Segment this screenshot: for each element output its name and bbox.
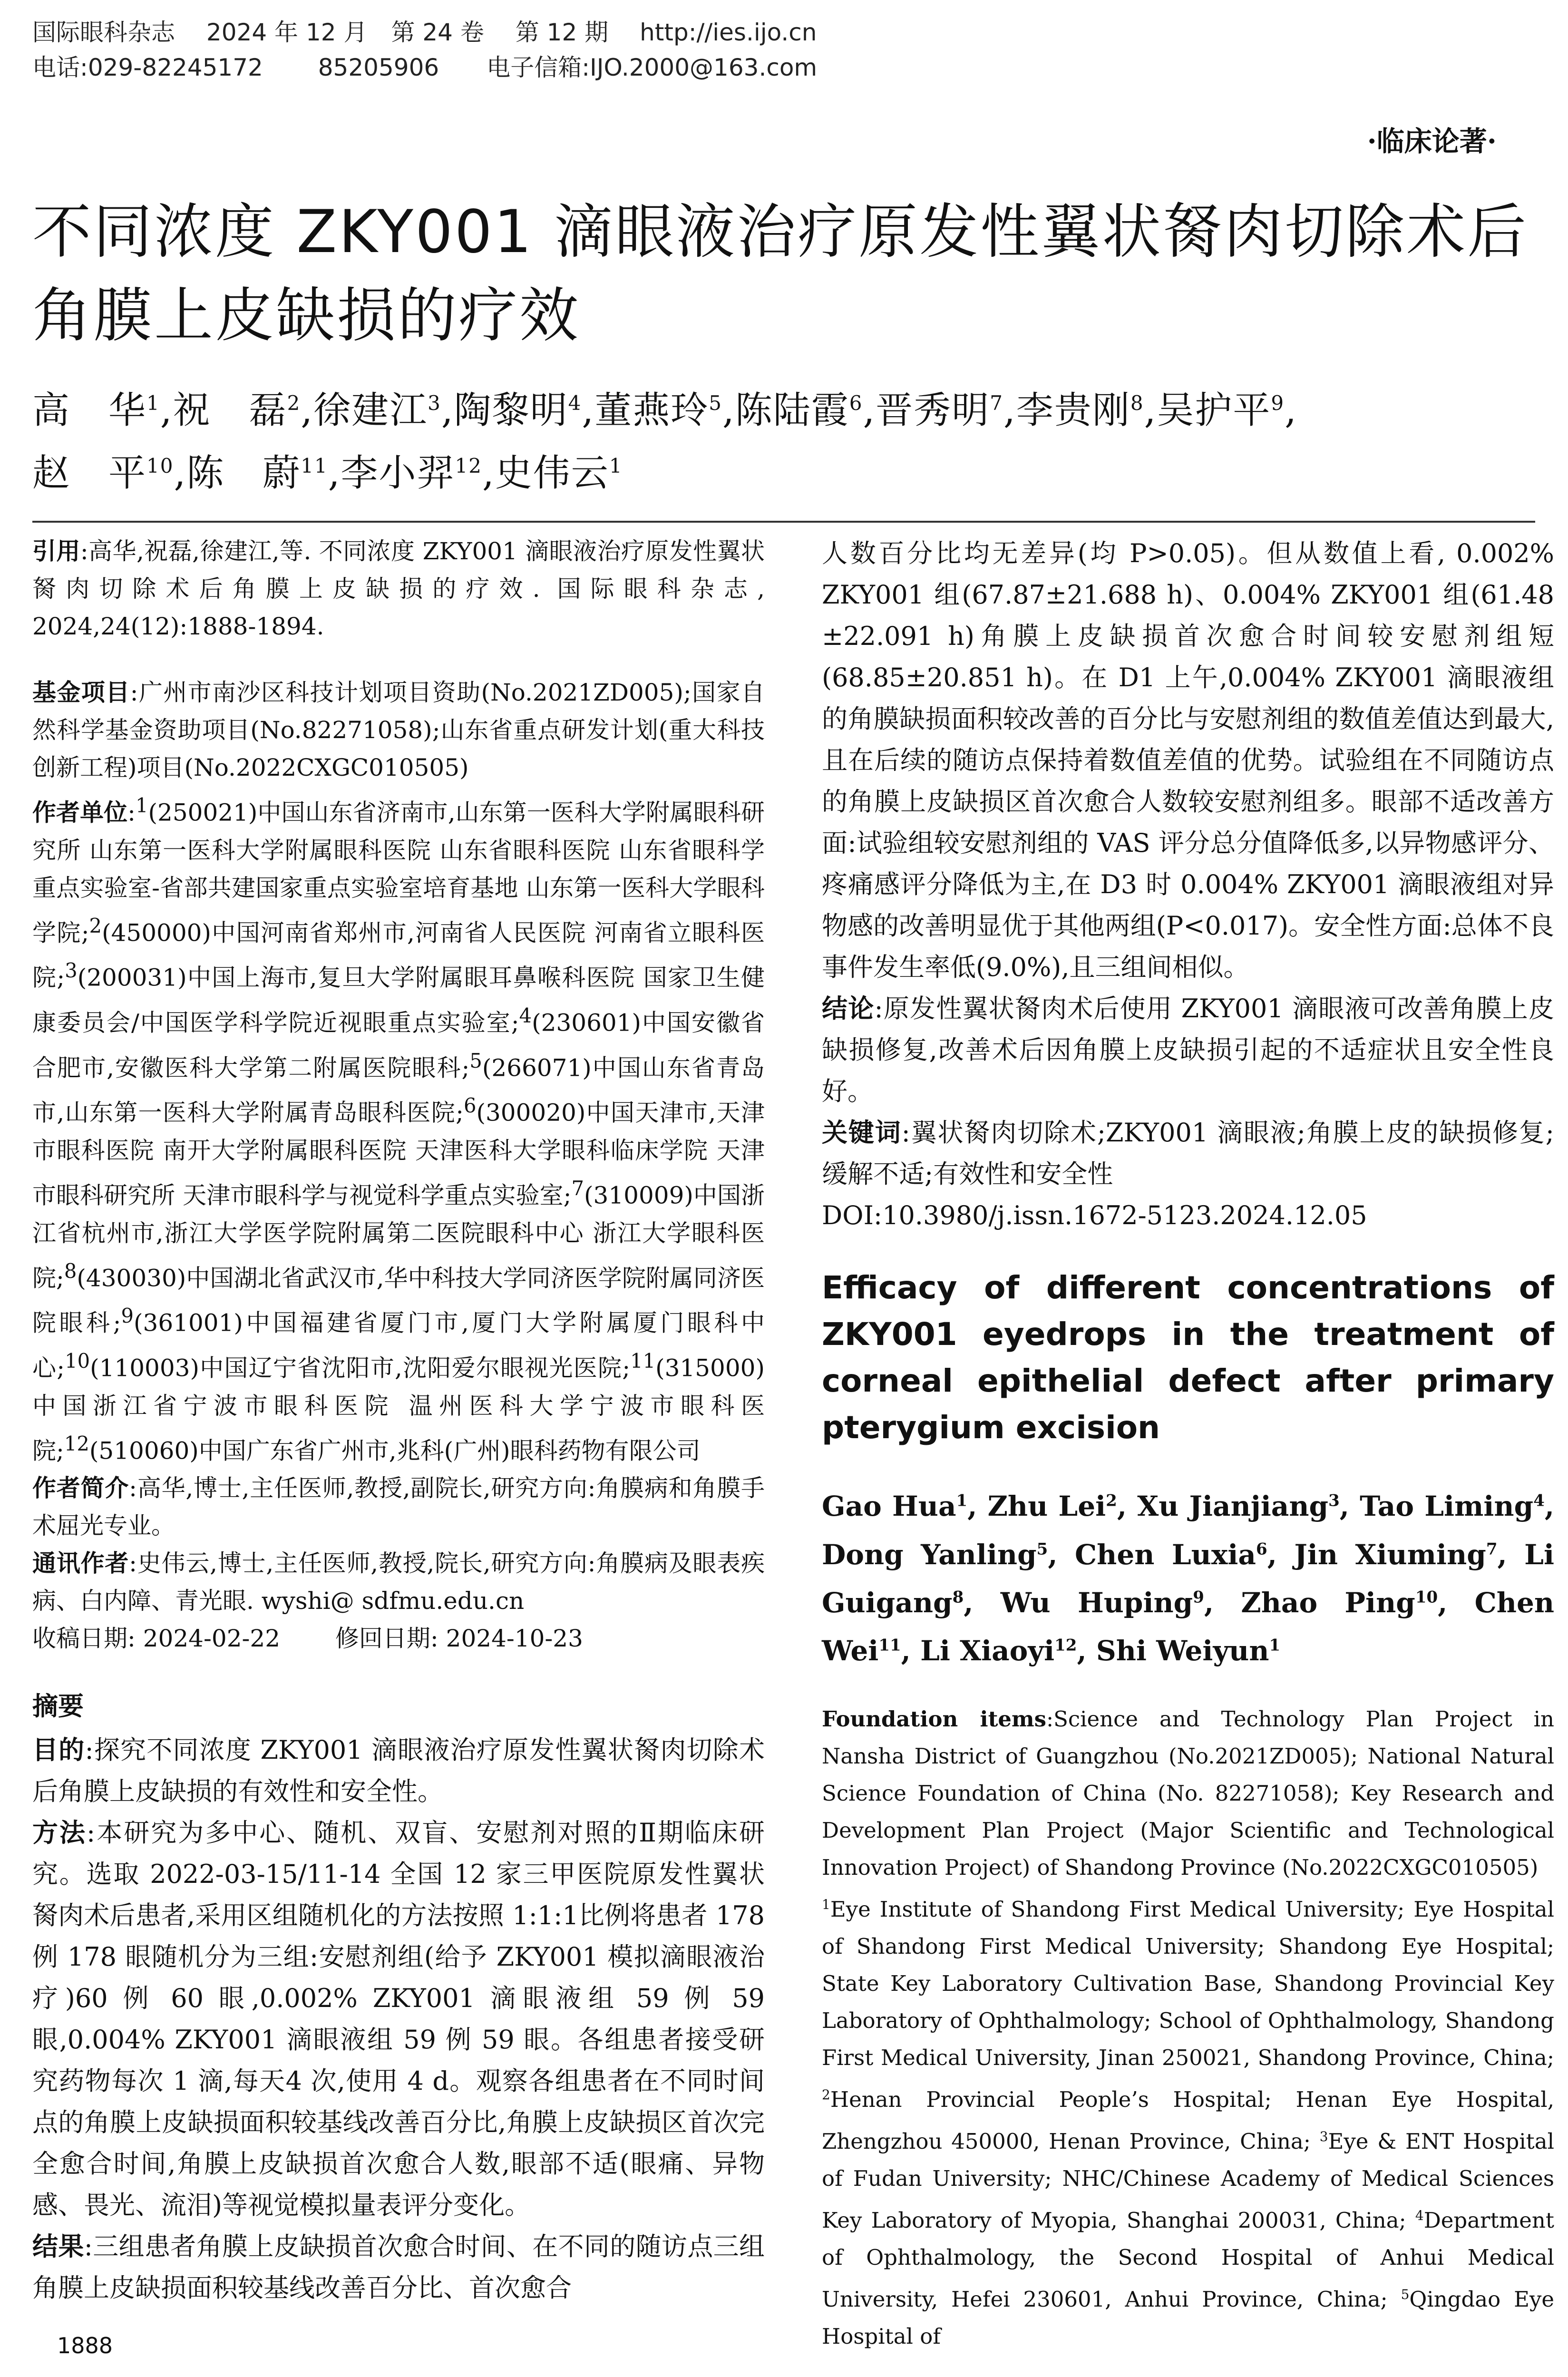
author: 陶黎明$^4$, (454, 389, 595, 432)
abstract-results: 结果:三组患者角膜上皮缺损首次愈合时间、在不同的随访点三组角膜上皮缺损面积较基线改善百分比、首次愈合 (32, 2231, 765, 2303)
running-header-contact: 电话:029-82245172 85205906 电子信箱:IJO.2000@163.com (32, 54, 818, 81)
author: Gao Hua$^1$, (822, 1490, 988, 1523)
author: Wu Huping$^9$, (1000, 1586, 1241, 1619)
received-dates: 收稿日期: 2024-02-22 修回日期: 2024-10-23 (32, 1625, 583, 1653)
author: 李贵刚$^8$, (1016, 389, 1157, 432)
affiliations-label: 作者单位 (32, 799, 128, 827)
author: Chen Wei$^{11}$, (822, 1586, 1555, 1667)
corresponding-label: 通讯作者 (32, 1549, 129, 1578)
fund-label: 基金项目 (32, 679, 130, 706)
keywords: 关键词:翼状胬肉切除术;ZKY001 滴眼液;角膜上皮的缺损修复;缓解不适;有效性和安全性 (822, 1118, 1554, 1189)
issue-info: 2024 年 12 月 第 24 卷 第 12 期 http://ies.ijo.cn (206, 19, 817, 46)
abstract-heading: 摘要 (32, 1691, 84, 1722)
author: 赵 平$^{10}$, (32, 452, 187, 495)
author-bio: 作者简介:高华,博士,主任医师,教授,副院长,研究方向:角膜病和角膜手术屈光专业。 (32, 1474, 765, 1540)
author: 董燕玲$^5$, (594, 389, 735, 432)
running-header-journal (32, 18, 817, 47)
author: 祝 磊$^2$, (173, 389, 314, 432)
english-title: Efficacy of different concentrations of ZKY001 eyedrops in the treatment of corneal epithelial defect after primary pterygium excision (822, 1269, 1554, 1446)
author-list-line-1 (32, 380, 1297, 434)
author: Shi Weiyun$^1$ (1096, 1635, 1281, 1667)
abstract-results-continued: 人数百分比均无差异(均 P>0.05)。但从数值上看, 0.002% ZKY001 组(67.87±21.688 h)、0.004% ZKY001 组(61.48 ±22.091 h)角膜上皮缺损首次愈合时间较安慰剂组短(68.85±20.851 h)。在 D1 上午,0.004% ZKY001 滴眼液组的角膜缺损面积较改善的百分比与安慰剂组的数值差值达到最大,且在后续的随访点保持着数值差值的优势。试验组在不同随访点的角膜上皮缺损区首次愈合人数较安慰剂组多。眼部不适改善方面:试验组较安慰剂组的 VAS 评分总分值降低多,以异物感评分、疼痛感评分降低为主,在 D3 时 0.004% ZKY001 滴眼液组对异物感的改善明显优于其他两组(P<0.017)。安全性方面:总体不良事件发生率低(9.0%),且三组间相似。 (822, 538, 1554, 982)
author: 吴护平$^9$, (1157, 389, 1297, 432)
abstract-methods: 方法:本研究为多中心、随机、双盲、安慰剂对照的Ⅱ期临床研究。选取 2022-03-15/11-14 全国 12 家三甲医院原发性翼状胬肉术后患者,采用区组随机化的方法按照 1:1:1比例将患者 178 例 178 眼随机分为三组:安慰剂组(给予 ZKY001 模拟滴眼液治疗)60 例 60 眼,0.002% ZKY001 滴眼液组 59 例 59 眼,0.004% ZKY001 滴眼液组 59 例 59 眼。各组患者接受研究药物每次 1 滴,每天4 次,使用 4 d。观察各组患者在不同时间点的角膜上皮缺损面积较基线改善百分比,角膜上皮缺损区首次完全愈合时间,角膜上皮缺损首次愈合人数,眼部不适(眼痛、异物感、畏光、流泪)等视觉模拟量表评分变化。 (32, 1818, 765, 2221)
author: Dong Yanling$^5$, (822, 1538, 1075, 1571)
author: Jin Xiuming$^7$, (1294, 1538, 1525, 1571)
author: 李小羿$^{12}$, (341, 452, 495, 495)
article-title (32, 190, 1535, 358)
author: Li Guigang$^8$, (822, 1538, 1554, 1619)
english-foundation-and-affiliations: Foundation items:Science and Technology Plan Project in Nansha District of Guangzhou (No.2021ZD005); National Natural Science Foundation of China (No. 82271058); Key Research and Development Plan Project (Major Scientific and Technological Innovation Project) of Shandong Province (No.2022CXGC010505) $^1$Eye Institute of Shandong First Medical University; Eye Hospital of Shandong First Medical University; Shandong Eye Hospital; State Key Laboratory Cultivation Base, Shandong Provincial Key Laboratory of Ophthalmology; School of Ophthalmology, Shandong First Medical University, Jinan 250021, Shandong Province, China; $^2$Henan Provincial People’s Hospital; Henan Eye Hospital, Zhengzhou 450000, Henan Province, China; $^3$Eye & ENT Hospital of Fudan University; NHC/Chinese Academy of Medical Sciences Key Laboratory of Myopia, Shanghai 200031, China; $^4$Department of Ophthalmology, the Second Hospital of Anhui Medical University, Hefei 230601, Anhui Province, China; $^5$Qingdao Eye Hospital of (822, 1706, 1554, 2349)
author-affiliations: 作者单位:$^1$(250021)中国山东省济南市,山东第一医科大学附属眼科研究所 山东第一医科大学附属眼科医院 山东省眼科医院 山东省眼科学重点实验室-省部共建国家重点实验室培育基地 山东第一医科大学眼科学院;$^2$(450000)中国河南省郑州市,河南省人民医院 河南省立眼科医院;$^3$(200031)中国上海市,复旦大学附属眼耳鼻喉科医院 国家卫生健康委员会/中国医学科学院近视眼重点实验室;$^4$(230601)中国安徽省合肥市,安徽医科大学第二附属医院眼科;$^5$(266071)中国山东省青岛市,山东第一医科大学附属青岛眼科医院;$^6$(300020)中国天津市,天津市眼科医院 南开大学附属眼科医院 天津医科大学眼科临床学院 天津市眼科研究所 天津市眼科学与视觉科学重点实验室;$^7$(310009)中国浙江省杭州市,浙江大学医学院附属第二医院眼科中心 浙江大学眼科医院;$^8$(430030)中国湖北省武汉市,华中科技大学同济医学院附属同济医院眼科;$^9$(361001)中国福建省厦门市,厦门大学附属厦门眼科中心;$^{10}$(110003)中国辽宁省沈阳市,沈阳爱尔眼视光医院;$^{11}$(315000)中国浙江省宁波市眼科医院 温州医科大学宁波市眼科医院;$^{12}$(510060)中国广东省广州市,兆科(广州)眼科药物有限公司 (32, 794, 765, 1465)
author: 晋秀明$^7$, (876, 389, 1016, 432)
corresponding-author: 通讯作者:史伟云,博士,主任医师,教授,院长,研究方向:角膜病及眼表疾病、白内障、青光眼. wyshi@ sdfmu.edu.cn (32, 1549, 765, 1615)
author-list-line-2 (32, 443, 623, 497)
bio-label: 作者简介 (32, 1474, 129, 1502)
abstract-conclusion: 结论:原发性翼状胬肉术后使用 ZKY001 滴眼液可改善角膜上皮缺损修复,改善术后因角膜上皮缺损引起的不适症状且安全性良好。 (822, 994, 1555, 1106)
author: Zhao Ping$^{10}$, (1241, 1586, 1475, 1619)
author: Tao Liming$^4$, (1360, 1490, 1555, 1523)
foundation-label: Foundation items (822, 1706, 1046, 1732)
page-number: 1888 (57, 2333, 113, 2358)
author: 史伟云$^1$ (495, 452, 623, 495)
citation: 引用:高华,祝磊,徐建江,等. 不同浓度 ZKY001 滴眼液治疗原发性翼状胬肉切除术后角膜上皮缺损的疗效. 国际眼科杂志, 2024,24(12):1888-1894. (32, 537, 765, 640)
author: 陈 蔚$^{11}$, (186, 452, 341, 495)
left-column (32, 533, 765, 2309)
title-line-1: 不同浓度 ZKY001 滴眼液治疗原发性翼状胬肉切除术后 (32, 198, 1529, 266)
title-line-2: 角膜上皮缺损的疗效 (32, 282, 581, 350)
journal-name: 国际眼科杂志 (32, 19, 175, 46)
citation-label: 引用 (32, 537, 80, 565)
doi: DOI:10.3980/j.issn.1672-5123.2024.12.05 (822, 1200, 1367, 1230)
section-tag: ·临床论著· (1367, 125, 1497, 157)
abstract-aim: 目的:探究不同浓度 ZKY001 滴眼液治疗原发性翼状胬肉切除术后角膜上皮缺损的有效性和安全性。 (32, 1735, 765, 1807)
author: 陈陆霞$^6$, (735, 389, 876, 432)
author: Chen Luxia$^6$, (1074, 1538, 1295, 1571)
author: Zhu Lei$^2$, (987, 1490, 1138, 1523)
author: Li Xiaoyi$^{12}$, (920, 1635, 1096, 1667)
author: Xu Jianjiang$^3$, (1137, 1490, 1360, 1523)
english-author-list (822, 1480, 1554, 1672)
right-column (822, 533, 1554, 2355)
header-rule (32, 521, 1535, 523)
author: 徐建江$^3$, (313, 389, 454, 432)
fund-info: 基金项目:广州市南沙区科技计划项目资助(No.2021ZD005);国家自然科学基金资助项目(No.82271058);山东省重点研发计划(重大科技创新工程)项目(No.2022CXGC010505) (32, 679, 765, 781)
author: 高 华$^1$, (32, 389, 173, 432)
